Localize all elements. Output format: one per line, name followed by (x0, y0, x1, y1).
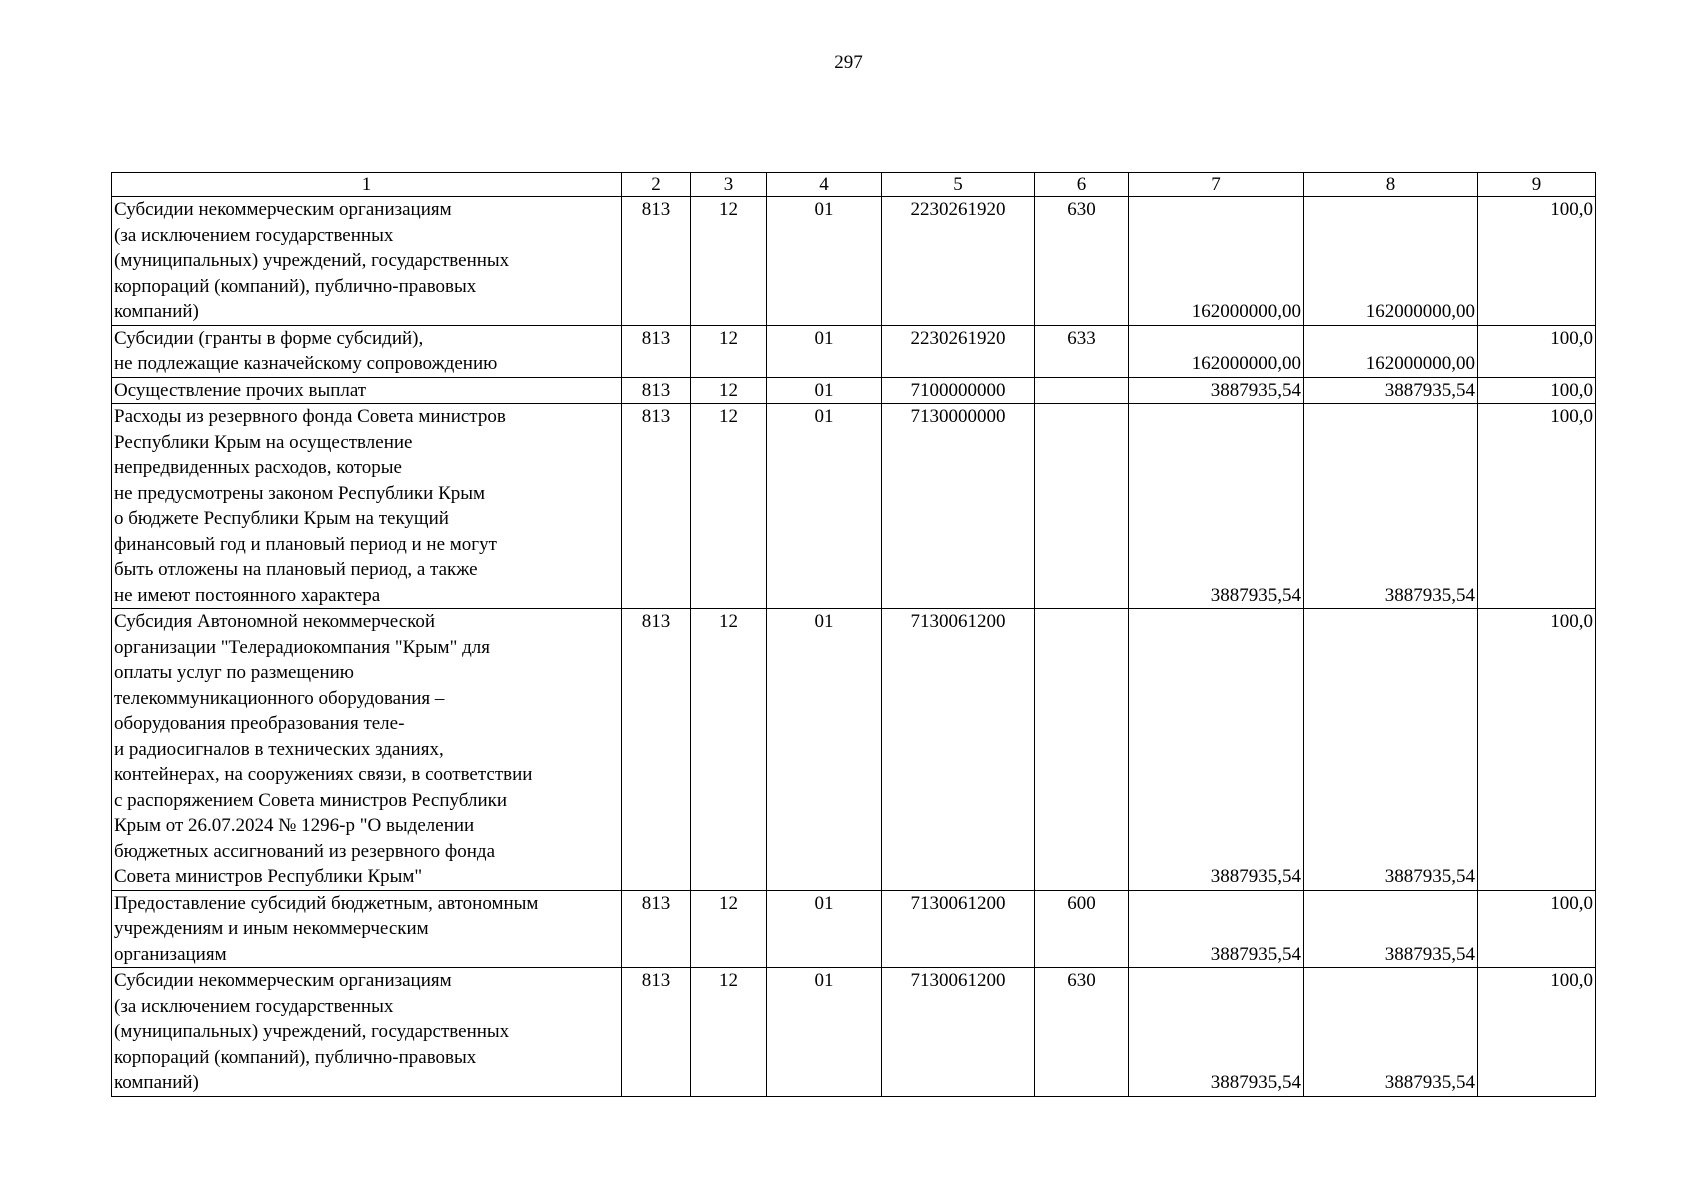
target-article-code: 2230261920 (882, 325, 1035, 377)
executed-amount: 3887935,54 (1304, 609, 1478, 891)
execution-percent: 100,0 (1478, 968, 1596, 1097)
expense-name: Осуществление прочих выплат (112, 377, 622, 404)
page-number: 297 (834, 52, 863, 73)
table-row (112, 609, 1596, 891)
execution-percent: 100,0 (1478, 890, 1596, 968)
planned-amount: 3887935,54 (1129, 404, 1304, 609)
column-header: 2 (622, 173, 691, 197)
column-header: 5 (882, 173, 1035, 197)
section-code: 12 (691, 377, 767, 404)
execution-percent: 100,0 (1478, 609, 1596, 891)
subsection-code: 01 (767, 325, 882, 377)
ministry-code: 813 (622, 197, 691, 326)
column-header: 9 (1478, 173, 1596, 197)
section-code: 12 (691, 968, 767, 1097)
expense-type-code: 633 (1035, 325, 1129, 377)
ministry-code: 813 (622, 377, 691, 404)
ministry-code: 813 (622, 968, 691, 1097)
table-row (112, 404, 1596, 609)
expense-name: Субсидии некоммерческим организациям (за исключением государственных (муниципальных) учреждений, государственных корпораций (компаний), публично-правовых компаний) (112, 968, 622, 1097)
budget-table (111, 172, 1596, 1097)
table-row (112, 325, 1596, 377)
expense-type-code: 600 (1035, 890, 1129, 968)
section-code: 12 (691, 404, 767, 609)
table-row (112, 968, 1596, 1097)
execution-percent: 100,0 (1478, 197, 1596, 326)
subsection-code: 01 (767, 968, 882, 1097)
executed-amount: 162000000,00 (1304, 325, 1478, 377)
execution-percent: 100,0 (1478, 404, 1596, 609)
executed-amount: 3887935,54 (1304, 377, 1478, 404)
expense-type-code (1035, 377, 1129, 404)
target-article-code: 7130000000 (882, 404, 1035, 609)
executed-amount: 3887935,54 (1304, 404, 1478, 609)
ministry-code: 813 (622, 890, 691, 968)
planned-amount: 162000000,00 (1129, 325, 1304, 377)
target-article-code: 2230261920 (882, 197, 1035, 326)
planned-amount: 3887935,54 (1129, 609, 1304, 891)
table-row (112, 890, 1596, 968)
expense-type-code (1035, 404, 1129, 609)
table-row (112, 197, 1596, 326)
expense-name: Субсидия Автономной некоммерческой организации "Телерадиокомпания "Крым" для оплаты услуг по размещению телекоммуникационного оборудования – оборудования преобразования теле- и радиосигналов в технических зданиях, контейнерах, на сооружениях связи, в соответствии с распоряжением Совета министров Республики Крым от 26.07.2024 № 1296-р "О выделении бюджетных ассигнований из резервного фонда Совета министров Республики Крым" (112, 609, 622, 891)
planned-amount: 162000000,00 (1129, 197, 1304, 326)
subsection-code: 01 (767, 890, 882, 968)
expense-name: Субсидии некоммерческим организациям (за исключением государственных (муниципальных) учреждений, государственных корпораций (компаний), публично-правовых компаний) (112, 197, 622, 326)
planned-amount: 3887935,54 (1129, 377, 1304, 404)
subsection-code: 01 (767, 609, 882, 891)
section-code: 12 (691, 890, 767, 968)
ministry-code: 813 (622, 404, 691, 609)
target-article-code: 7100000000 (882, 377, 1035, 404)
expense-name: Предоставление субсидий бюджетным, автономным учреждениям и иным некоммерческим организациям (112, 890, 622, 968)
column-header: 6 (1035, 173, 1129, 197)
ministry-code: 813 (622, 609, 691, 891)
column-header: 8 (1304, 173, 1478, 197)
table-row (112, 377, 1596, 404)
expense-name: Субсидии (гранты в форме субсидий), не подлежащие казначейскому сопровождению (112, 325, 622, 377)
executed-amount: 162000000,00 (1304, 197, 1478, 326)
ministry-code: 813 (622, 325, 691, 377)
execution-percent: 100,0 (1478, 325, 1596, 377)
column-header: 3 (691, 173, 767, 197)
section-code: 12 (691, 609, 767, 891)
expense-type-code (1035, 609, 1129, 891)
target-article-code: 7130061200 (882, 890, 1035, 968)
column-number-row (112, 173, 1596, 197)
section-code: 12 (691, 325, 767, 377)
column-header: 4 (767, 173, 882, 197)
subsection-code: 01 (767, 197, 882, 326)
target-article-code: 7130061200 (882, 968, 1035, 1097)
column-header: 1 (112, 173, 622, 197)
section-code: 12 (691, 197, 767, 326)
expense-type-code: 630 (1035, 197, 1129, 326)
subsection-code: 01 (767, 404, 882, 609)
column-header: 7 (1129, 173, 1304, 197)
executed-amount: 3887935,54 (1304, 968, 1478, 1097)
planned-amount: 3887935,54 (1129, 890, 1304, 968)
expense-type-code: 630 (1035, 968, 1129, 1097)
target-article-code: 7130061200 (882, 609, 1035, 891)
expense-name: Расходы из резервного фонда Совета министров Республики Крым на осуществление непредвиденных расходов, которые не предусмотрены законом Республики Крым о бюджете Республики Крым на текущий финансовый год и плановый период и не могут быть отложены на плановый период, а также не имеют постоянного характера (112, 404, 622, 609)
planned-amount: 3887935,54 (1129, 968, 1304, 1097)
executed-amount: 3887935,54 (1304, 890, 1478, 968)
execution-percent: 100,0 (1478, 377, 1596, 404)
subsection-code: 01 (767, 377, 882, 404)
